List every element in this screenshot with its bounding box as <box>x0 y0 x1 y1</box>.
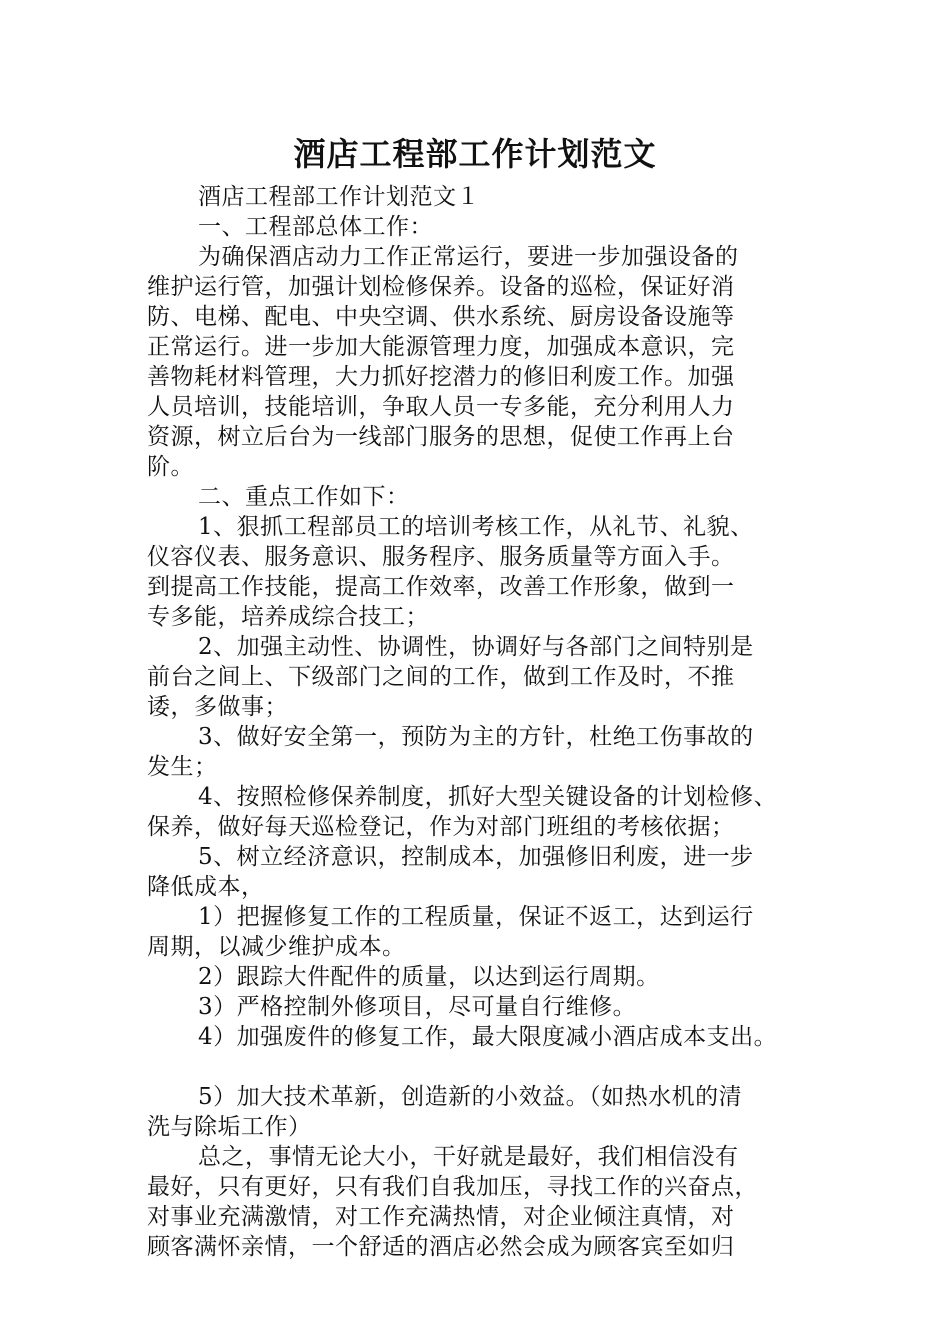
paragraph-line: 降低成本， <box>147 874 265 900</box>
paragraph-line: 专多能，培养成综合技工； <box>147 604 429 630</box>
paragraph-line: 1、狠抓工程部员工的培训考核工作，从礼节、礼貌、 <box>198 514 754 540</box>
paragraph-line: 人员培训，技能培训，争取人员一专多能，充分利用人力 <box>147 394 735 420</box>
paragraph-line: 到提高工作技能，提高工作效率，改善工作形象，做到一 <box>147 574 735 600</box>
paragraph-line: 对事业充满激情，对工作充满热情，对企业倾注真情，对 <box>147 1204 735 1230</box>
paragraph-line: 2）跟踪大件配件的质量，以达到运行周期。 <box>198 964 660 990</box>
section-heading: 二、重点工作如下： <box>198 484 410 510</box>
subtitle: 酒店工程部工作计划范文１ <box>198 184 480 210</box>
paragraph-line: 善物耗材料管理，大力抓好挖潜力的修旧利废工作。加强 <box>147 364 735 390</box>
paragraph-line: 防、电梯、配电、中央空调、供水系统、厨房设备设施等 <box>147 304 735 330</box>
paragraph-line: 顾客满怀亲情，一个舒适的酒店必然会成为顾客宾至如归 <box>147 1234 735 1260</box>
paragraph-line: 正常运行。进一步加大能源管理力度，加强成本意识，完 <box>147 334 735 360</box>
paragraph-line: 4）加强废件的修复工作，最大限度减小酒店成本支出。 <box>198 1024 778 1050</box>
paragraph-line: 维护运行管，加强计划检修保养。设备的巡检，保证好消 <box>147 274 735 300</box>
paragraph-line: 阶。 <box>147 454 194 480</box>
paragraph-line: 为确保酒店动力工作正常运行，要进一步加强设备的 <box>198 244 739 270</box>
paragraph-line: 3、做好安全第一，预防为主的方针，杜绝工伤事故的 <box>198 724 754 750</box>
paragraph-line: 资源，树立后台为一线部门服务的思想，促使工作再上台 <box>147 424 735 450</box>
paragraph-line: 最好，只有更好，只有我们自我加压，寻找工作的兴奋点， <box>147 1174 758 1200</box>
paragraph-line: 发生； <box>147 754 218 780</box>
paragraph-line: 5）加大技术革新，创造新的小效益。（如热水机的清 <box>198 1084 743 1110</box>
paragraph-line: 总之，事情无论大小，干好就是最好，我们相信没有 <box>198 1144 739 1170</box>
document-title: 酒店工程部工作计划范文 <box>293 135 657 173</box>
paragraph-line: 2、加强主动性、协调性，协调好与各部门之间特别是 <box>198 634 754 660</box>
paragraph-line: 4、按照检修保养制度，抓好大型关键设备的计划检修、 <box>198 784 778 810</box>
paragraph-line: 周期，以减少维护成本。 <box>147 934 406 960</box>
paragraph-line: 前台之间上、下级部门之间的工作，做到工作及时，不推 <box>147 664 735 690</box>
paragraph-line: 仪容仪表、服务意识、服务程序、服务质量等方面入手。 <box>147 544 735 570</box>
paragraph-line: 洗与除垢工作） <box>147 1114 312 1140</box>
paragraph-line: 3）严格控制外修项目，尽可量自行维修。 <box>198 994 637 1020</box>
paragraph-line: 保养，做好每天巡检登记，作为对部门班组的考核依据； <box>147 814 735 840</box>
paragraph-line: 诿，多做事； <box>147 694 288 720</box>
paragraph-line: 1）把握修复工作的工程质量，保证不返工，达到运行 <box>198 904 754 930</box>
section-heading: 一、工程部总体工作： <box>198 214 433 240</box>
paragraph-line: 5、树立经济意识，控制成本，加强修旧利废，进一步 <box>198 844 754 870</box>
